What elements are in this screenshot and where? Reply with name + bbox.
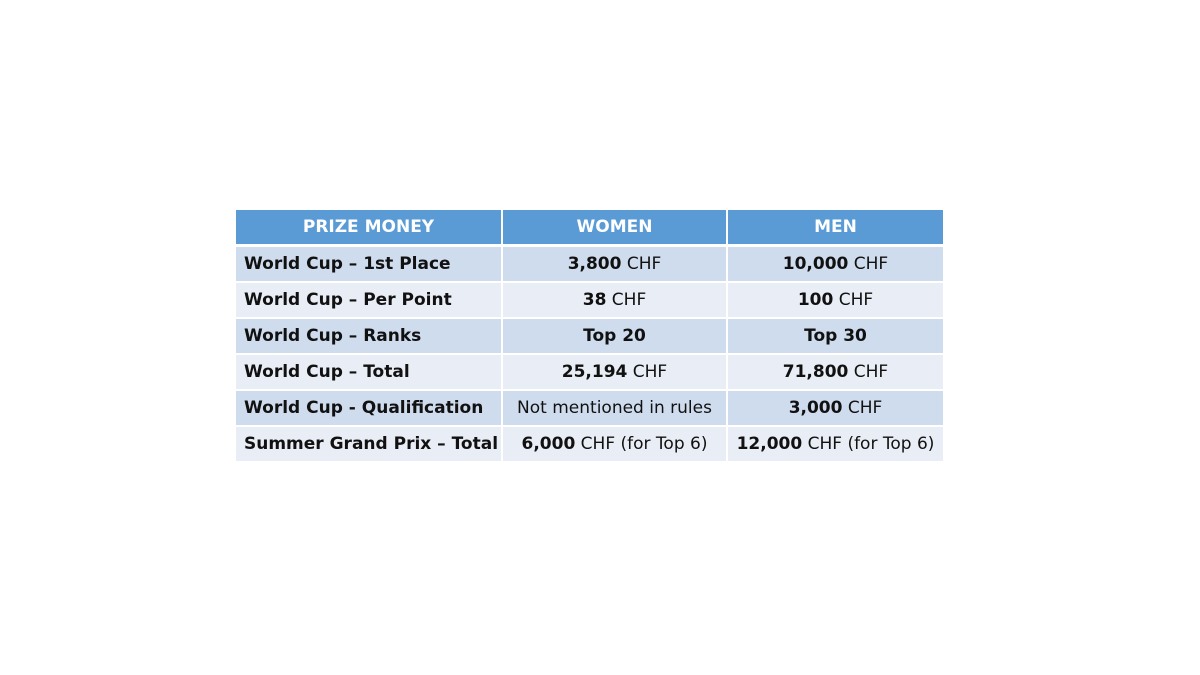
men-suffix: CHF (833, 290, 874, 310)
header-men: MEN (727, 210, 943, 246)
men-suffix: CHF (for Top 6) (802, 434, 935, 454)
prize-money-table (236, 210, 943, 463)
women-amount: Top 20 (583, 326, 646, 346)
women-value (502, 426, 727, 462)
women-value (502, 246, 727, 283)
women-value (502, 282, 727, 318)
men-value (727, 318, 943, 354)
men-amount: 12,000 (736, 434, 803, 454)
row-label: World Cup – Ranks (236, 318, 502, 354)
men-value (727, 246, 943, 283)
women-suffix: Not mentioned in rules (517, 398, 712, 418)
table-row (236, 426, 943, 462)
table-row (236, 246, 943, 283)
women-value (502, 390, 727, 426)
women-suffix: CHF (606, 290, 647, 310)
men-amount: 100 (797, 290, 834, 310)
men-suffix: CHF (848, 362, 889, 382)
men-suffix: CHF (848, 254, 889, 274)
women-suffix: CHF (621, 254, 662, 274)
header-prize-money: PRIZE MONEY (236, 210, 502, 246)
table-row (236, 282, 943, 318)
men-value (727, 390, 943, 426)
row-label: World Cup - Qualification (236, 390, 502, 426)
row-label: World Cup – Per Point (236, 282, 502, 318)
men-amount: 3,000 (788, 398, 843, 418)
men-value (727, 282, 943, 318)
women-amount: 6,000 (521, 434, 576, 454)
women-amount: 3,800 (567, 254, 622, 274)
women-value (502, 354, 727, 390)
table-header-row (236, 210, 943, 246)
men-suffix: CHF (842, 398, 883, 418)
men-amount: 10,000 (782, 254, 849, 274)
women-value (502, 318, 727, 354)
header-women: WOMEN (502, 210, 727, 246)
table-row (236, 390, 943, 426)
women-amount: 38 (582, 290, 607, 310)
women-suffix: CHF (627, 362, 668, 382)
table-row (236, 354, 943, 390)
men-value (727, 426, 943, 462)
row-label: World Cup – 1st Place (236, 246, 502, 283)
men-value (727, 354, 943, 390)
women-amount: 25,194 (561, 362, 628, 382)
table-row (236, 318, 943, 354)
women-suffix: CHF (for Top 6) (575, 434, 708, 454)
men-amount: 71,800 (782, 362, 849, 382)
men-amount: Top 30 (804, 326, 867, 346)
row-label: World Cup – Total (236, 354, 502, 390)
row-label: Summer Grand Prix – Total (236, 426, 502, 462)
